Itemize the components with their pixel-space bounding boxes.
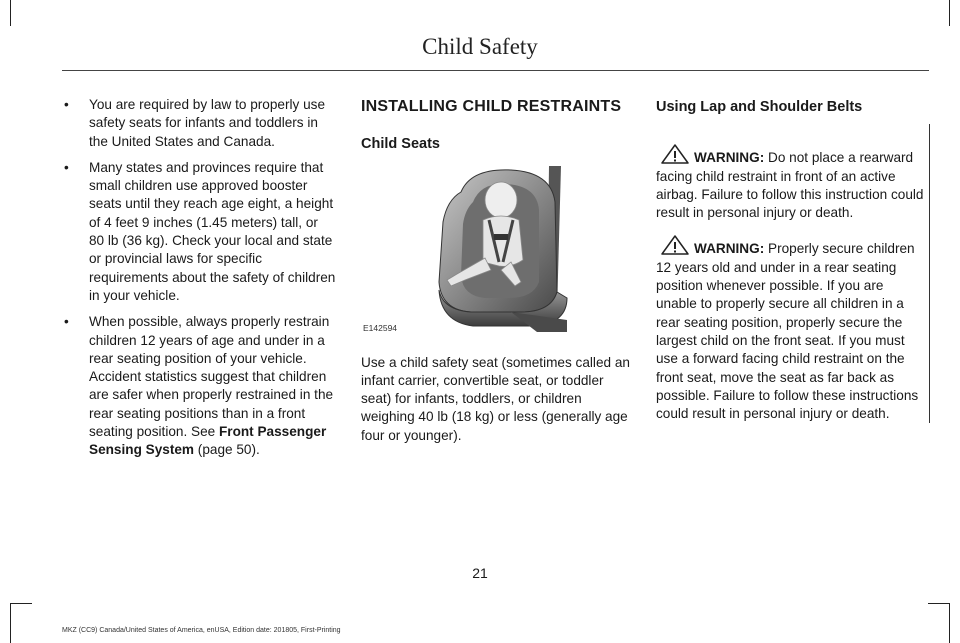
paragraph: Use a child safety seat (sometimes called an infant carrier, convertible seat, or toddler seat) for infants, toddlers, or children weighing 40 lb (18 kg) or less (generally age four or younger). xyxy=(361,354,630,443)
warning-triangle-icon xyxy=(660,234,694,256)
child-seat-illustration xyxy=(361,162,633,340)
crop-mark xyxy=(10,603,32,604)
crop-mark xyxy=(10,603,11,643)
subsection-title: Child Seats xyxy=(361,136,440,153)
warning-block xyxy=(656,234,929,423)
crop-mark xyxy=(949,0,950,26)
edition-footer: MKZ (CC9) Canada/United States of America, enUSA, Edition date: 201805, First-Printing xyxy=(62,627,341,634)
warning-text: Do not place a rearward facing child restraint in front of an active airbag. Failure to follow this instruction could result in personal injury or death. xyxy=(656,150,924,221)
warning-box xyxy=(656,124,930,423)
bullet-dot: • xyxy=(64,97,69,112)
page-title: Child Safety xyxy=(422,34,538,59)
warning-triangle-icon xyxy=(660,143,694,165)
bullet-text: You are required by law to properly use safety seats for infants and toddlers in the United States and Canada. xyxy=(89,97,326,149)
warning-label: WARNING: xyxy=(694,241,765,257)
list-item xyxy=(62,313,336,459)
crop-mark xyxy=(928,603,950,604)
list-item xyxy=(62,96,336,151)
subsection-title: Using Lap and Shoulder Belts xyxy=(656,99,863,115)
list-item xyxy=(62,159,336,305)
header-rule xyxy=(62,70,929,71)
bullet-dot: • xyxy=(64,314,69,330)
figure-code: E142594 xyxy=(363,323,398,334)
bullet-list xyxy=(62,96,336,460)
child-seat-icon xyxy=(361,162,633,340)
crop-mark xyxy=(10,0,11,26)
left-column xyxy=(62,96,336,468)
page-reference: (page 50). xyxy=(194,442,260,458)
bullet-text: Many states and provinces require that small children use approved booster seats until they reach age eight, a height of 4 feet 9 inches (1.45 meters) tall, or 80 lb (36 kg). Check your local and state or provincial laws for specific requirements about the safety of children in your vehicle. xyxy=(89,159,336,303)
section-title: INSTALLING CHILD RESTRAINTS xyxy=(361,98,622,115)
page-number: 21 xyxy=(472,565,488,581)
right-column xyxy=(656,96,930,435)
cross-reference-link[interactable]: Front Passenger Sensing System xyxy=(89,424,327,458)
crop-mark xyxy=(949,603,950,643)
warning-text: Properly secure children 12 years old and under in a rear seating position whenever possible. If you are unable to properly secure all children in a rear seating position, properly secure the largest child on the front seat. If you must use a forward facing child restraint on the front seat, move the seat as far back as possible. Failure to follow these instructions could result in personal injury or death. xyxy=(656,241,919,422)
warning-label: WARNING: xyxy=(694,150,765,166)
bullet-text: When possible, always properly restrain children 12 years of age and under in a rear seating position of your vehicle. Accident statistics suggest that children are safer when properly restrained in the rear seating positions than in a front seating position. See xyxy=(89,314,334,440)
middle-column xyxy=(361,96,633,445)
warning-block xyxy=(656,143,929,222)
bullet-dot: • xyxy=(64,159,69,175)
